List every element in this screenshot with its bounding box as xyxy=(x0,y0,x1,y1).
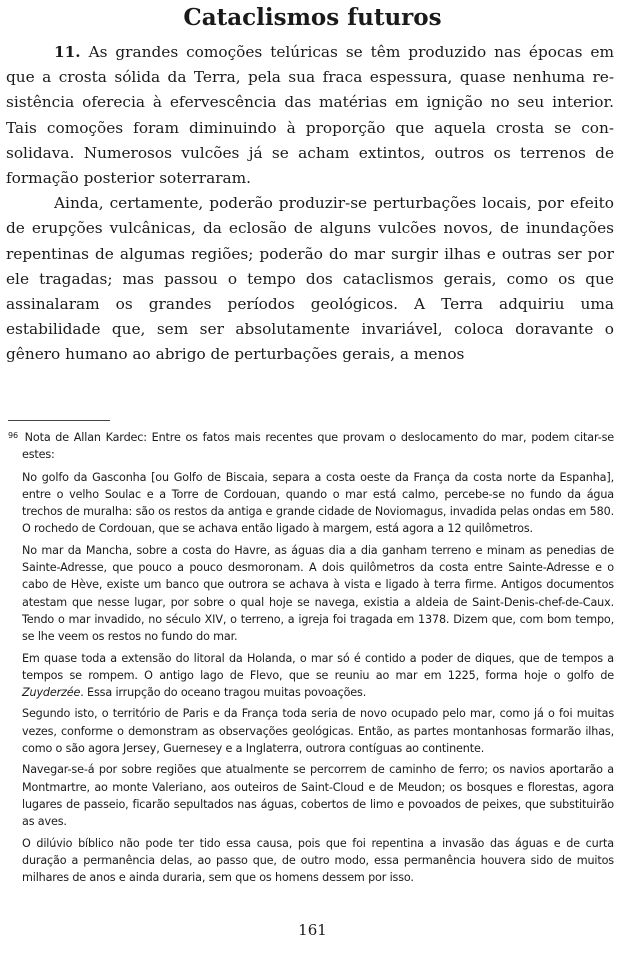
chapter-title: Cataclismos futuros xyxy=(183,4,442,31)
paragraph-number: 11. xyxy=(54,43,81,61)
paragraph-11-text: As grandes comoções telúricas se têm produzido nas épocas em que a crosta sólida da Terra, pela sua fraca espessura, quase nenhuma resistência oferecia à efervescência das matérias em ignição no seu interior. Tais comoções foram diminuindo à proporção que aquela crosta se consolidava. Numerosos vulcões já se acham extintos, outros os terrenos de formação posterior soterraram. xyxy=(6,43,614,188)
footnote-paragraph-holanda xyxy=(8,650,614,702)
footnote-divider xyxy=(8,420,110,421)
page-number: 161 xyxy=(298,921,327,939)
footnote-paragraph-diluvio: O dilúvio bíblico não pode ter tido essa causa, pois que foi repentina a invasão das águas e de curta duração a permanência delas, ao passo que, de outro modo, essa permanência houvera sido de muitos milhares de anos e ainda duraria, sem que os homens dessem por isso. xyxy=(22,836,614,885)
footnote-paragraph-mancha: No mar da Mancha, sobre a costa do Havre, as águas dia a dia ganham terreno e minam as penedias de Sainte-Adresse, que pouco a pouco desmoronam. A dois quilômetros da costa entre Sainte-Adresse e o cabo de Hève, existe um banco que outrora se achava à vista e ligado à terra firme. Antigos documentos atestam que nesse lugar, por sobre o qual hoje se navega, existia a aldeia de Saint-Denis-chef-de-Caux. Tendo o mar invadido, no século XIV, o terreno, a igreja foi tragada em 1378. Dizem que, com bom tempo, se lhe veem os restos no fundo do mar. xyxy=(22,543,614,644)
paragraph-11 xyxy=(6,40,614,191)
footnote-holanda-end: . Essa irrupção do oceano tragou muitas povoações. xyxy=(80,686,367,700)
footnote-marker: 96 xyxy=(8,431,18,440)
footnote xyxy=(8,427,614,890)
footnote-intro xyxy=(8,427,614,464)
footnote-paragraph-navegar: Navegar-se-á por sobre regiões que atualmente se percorrem de caminho de ferro; os navios aportarão a Montmartre, ao monte Valeriano, aos outeiros de Saint-Cloud e de Meudon; os bosques e florestas, agora lugares de passeio, ficarão sepultados nas águas, cobertos de limo e povoados de peixes, que substituirão as aves. xyxy=(22,763,614,829)
main-text xyxy=(6,40,614,368)
footnote-intro-text: Nota de Allan Kardec: Entre os fatos mais recentes que provam o deslocamento do mar, podem citar-se estes: xyxy=(22,431,614,462)
footnote-holanda-text: Em quase toda a extensão do litoral da Holanda, o mar só é contido a poder de diques, que de tempos a tempos se rompem. O antigo lago de Flevo, que se reuniu ao mar em 1225, forma hoje o golfo de xyxy=(22,651,614,682)
paragraph-continuation: Ainda, certamente, poderão produzir-se perturbações locais, por efeito de erupções vulcânicas, da eclosão de alguns vulcões novos, de inundações repentinas de algumas regiões; poderão do mar surgir ilhas e outras ser por ele tragadas; mas passou o tempo dos cataclismos gerais, como os que assinalaram os grandes períodos geológicos. A Terra adquiriu uma estabilidade que, sem ser absolutamente invariável, coloca doravante o gênero humano ao abrigo de perturbações gerais, a menos xyxy=(6,194,614,364)
footnote-paragraph-paris: Segundo isto, o território de Paris e da França toda seria de novo ocupado pelo mar, como já o foi muitas vezes, conforme o demonstram as observações geológicas. Então, as partes montanhosas formarão ilhas, como o são agora Jersey, Guernesey e a Inglaterra, outrora contíguas ao continente. xyxy=(22,707,614,756)
footnote-holanda-italic: Zuyderzée xyxy=(22,686,81,700)
footnote-paragraph-gasconha: No golfo da Gasconha [ou Golfo de Biscaia, separa a costa oeste da França da costa norte da Espanha], entre o velho Soulac e a Torre de Cordouan, quando o mar está calmo, percebe-se no fundo da água trechos de muralha: são os restos da antiga e grande cidade de Noviomagus, invadida pelas ondas em 580. O rochedo de Cordouan, que se achava então ligado à margem, está agora a 12 quilômetros. xyxy=(22,470,614,536)
